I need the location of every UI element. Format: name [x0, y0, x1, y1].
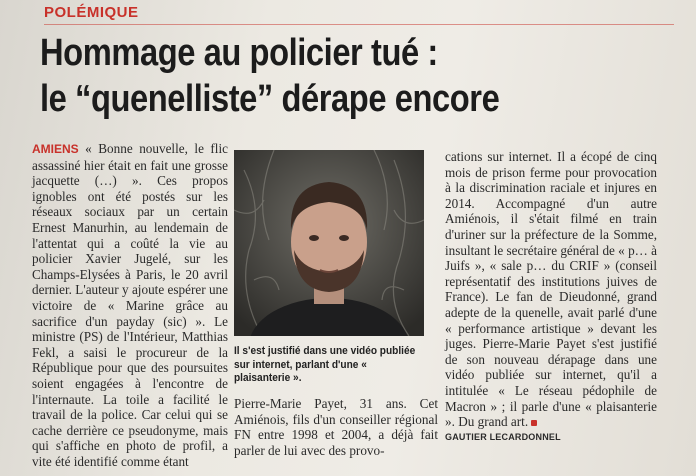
article-column-3: [445, 149, 657, 445]
column-2-text: Pierre-Marie Payet, 31 ans. Cet Amiénois, fils d'un conseiller régional FN entre 1998 et 2004, a déjà fait parler de lui avec des provo-: [234, 396, 438, 458]
dateline: AMIENS: [32, 142, 79, 156]
byline: GAUTIER LECARDONNEL: [445, 431, 561, 442]
article-column-2: [234, 396, 438, 458]
headline-line-2: le “quenelliste” dérape encore: [40, 78, 500, 120]
section-rule: [44, 24, 674, 25]
photo-caption: Il s'est justifié dans une vidéo publiée sur internet, parlant d'une « plaisanterie ».: [234, 345, 416, 384]
headline-line-1: Hommage au policier tué :: [40, 32, 438, 74]
section-label: POLÉMIQUE: [44, 4, 139, 21]
column-3-text: cations sur internet. Il a écopé de cinq mois de prison ferme pour provocation à la discrimination raciale et injures en 2014. Accompagné d'un autre Amiénois, il s'était filmé en train d'uriner sur la préfecture de la Somme, insultant le secrétaire général de « p… à Juifs », « sale p… du CRIF » (conseil représentatif des institutions juives de France). Le fan de Dieudonné, grand adepte de la quenelle, avait parlé d'une « performance artistique » devant les juges. Pierre-Marie Payet s'est justifié de son nouveau dérapage dans une vidéo publiée sur internet, qu'il a intitulée « Le réseau pédophile de Macron » ; il parle d'une « plaisanterie ». Du grand art.: [445, 149, 658, 430]
article-photo: [234, 150, 424, 336]
column-1-text: « Bonne nouvelle, le flic assassiné hier était en fait une grosse jacquette (…) ». Ces propos ignobles ont été postés sur les réseaux sociaux par un certain Ernest Manurhin, au lendemain de l'attentat qui a coûté la vie au policier Xavier Jugelé, sur les Champs-Elysées à Paris, le 20 avril dernier. L'auteur y ajoute espérer une victoire de « Marine grâce au sacrifice d'un payday (sic) ». Le ministre (PS) de l'Intérieur, Matthias Fekl, a saisi le procureur de la République pour que des poursuites soient engagées à l'encontre de l'internaute. La toile a facilité le travail de la police. Car celui qui se cache derrière ce pseudonyme, mais qui s'affiche en photo de profil, a vite été identifié comme étant: [32, 141, 228, 469]
portrait-image: [234, 150, 424, 336]
end-mark: [531, 420, 537, 426]
headline: [40, 30, 590, 122]
article-column-1: [32, 141, 228, 469]
